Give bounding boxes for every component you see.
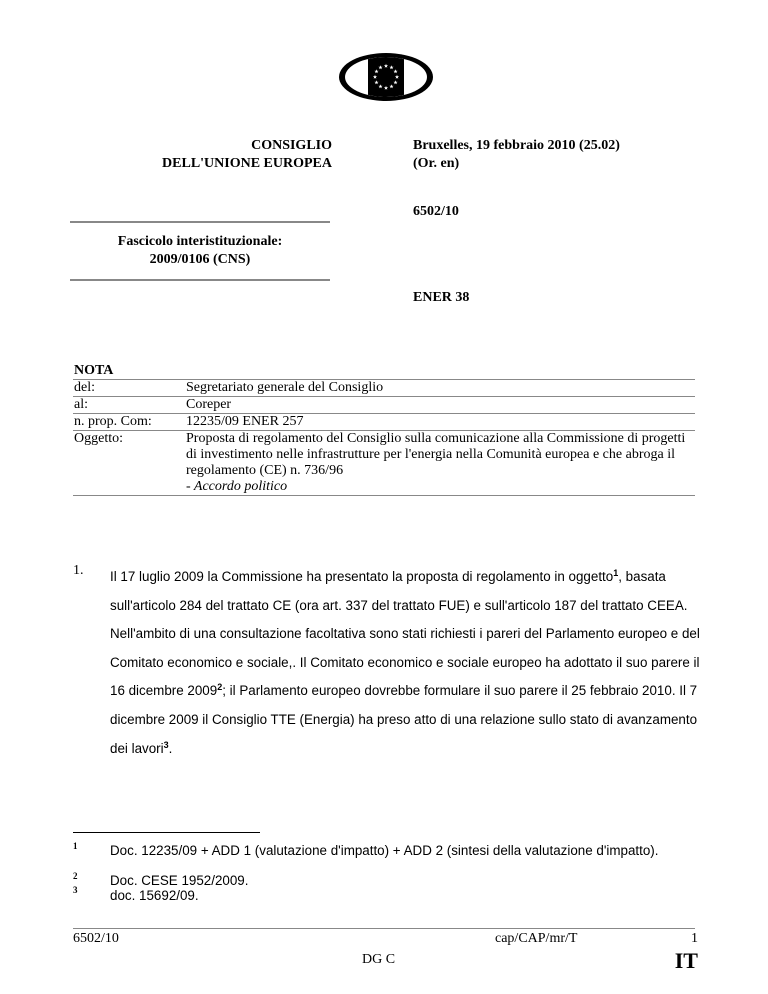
paragraph-1 — [110, 563, 702, 763]
interinstitutional-number: 2009/0106 (CNS) — [149, 252, 251, 267]
council-name — [110, 137, 332, 173]
eu-council-emblem-icon — [338, 52, 434, 102]
note-row-subject — [73, 430, 695, 496]
note-row-to — [73, 396, 695, 413]
interinstitutional-label: Fascicolo interistituzionale: — [117, 234, 283, 249]
paragraph-text: ; il Parlamento europeo dovrebbe formulare il suo parere il 25 febbraio 2010. Il 7 dicembre 2009 il Consiglio TTE (Energia) ha preso atto di una relazione sullo stato di avanzamento dei lavori — [110, 683, 698, 756]
interinstitutional-file-box — [70, 221, 330, 281]
note-row-value: Coreper — [186, 397, 232, 412]
place-and-date — [413, 137, 713, 173]
note-row-label: del: — [74, 380, 95, 395]
footnote-text: Doc. 12235/09 + ADD 1 (valutazione d'impatto) + ADD 2 (sintesi della valutazione d'impatto). — [110, 843, 659, 858]
paragraph-text: . — [168, 740, 173, 756]
note-row-value: Segretariato generale del Consiglio — [186, 380, 384, 395]
note-row-label: n. prop. Com: — [74, 414, 152, 429]
council-line-2: DELL'UNIONE EUROPEA — [162, 156, 332, 171]
paragraph-text: , basata sull'articolo 284 del trattato CE (ora art. 337 del trattato FUE) e sull'articolo 187 del trattato CEEA. Nell'ambito di una consultazione facoltativa sono stati richiesti i pareri del Parlamento europeo e del Comitato economico e sociale,. Il Comitato economico e sociale europeo ha adottato il suo parere il 16 dicembre 2009 — [110, 569, 700, 699]
document-number: 6502/10 — [413, 204, 459, 219]
footnote-mark: 2 — [73, 871, 78, 881]
footnote-text: Doc. CESE 1952/2009. — [110, 873, 249, 888]
eu-council-logo — [338, 52, 434, 102]
footer-directorate: DG C — [362, 952, 396, 967]
note-row-label: al: — [74, 397, 88, 412]
footnote-separator — [73, 832, 260, 833]
footnote-mark: 1 — [73, 841, 78, 851]
note-row-value — [186, 431, 695, 495]
footnote-ref-2[interactable]: 2 — [217, 682, 223, 693]
note-row-from — [73, 379, 695, 396]
original-language: (Or. en) — [413, 156, 460, 171]
footer-initials: cap/CAP/mr/T — [495, 931, 578, 946]
note-row-value: 12235/09 ENER 257 — [186, 414, 304, 429]
place-date-line: Bruxelles, 19 febbraio 2010 (25.02) — [413, 138, 620, 153]
paragraph-text: Il 17 luglio 2009 la Commissione ha presentato la proposta di regolamento in oggetto — [110, 569, 614, 584]
subject-text: Proposta di regolamento del Consiglio sulla comunicazione alla Commissione di progetti di investimento nelle infrastrutture per l'energia nella Comunità europea e che abroga il regolamento (CE) n. 736/96 — [186, 431, 686, 478]
footer-page-number: 1 — [691, 931, 698, 946]
note-row-label: Oggetto: — [74, 431, 123, 446]
subject-political-agreement: - Accordo politico — [186, 479, 288, 494]
council-line-1: CONSIGLIO — [251, 138, 332, 153]
footer-doc-number: 6502/10 — [73, 931, 119, 946]
footnote-mark: 3 — [73, 885, 78, 895]
note-table — [73, 363, 695, 496]
footnote-text: doc. 15692/09. — [110, 888, 199, 903]
footnote-ref-1[interactable]: 1 — [613, 568, 619, 578]
footer-language: IT — [674, 948, 698, 973]
footnote-ref-3[interactable]: 3 — [163, 739, 169, 750]
note-row-proposal — [73, 413, 695, 430]
paragraph-number: 1. — [73, 563, 84, 578]
subject-code: ENER 38 — [413, 290, 470, 305]
footer-rule — [73, 928, 695, 929]
note-title: NOTA — [74, 363, 114, 378]
